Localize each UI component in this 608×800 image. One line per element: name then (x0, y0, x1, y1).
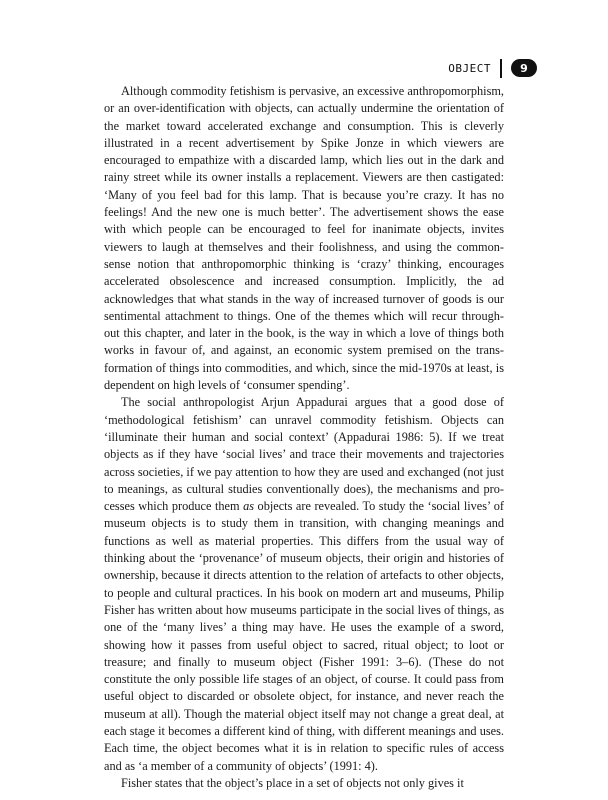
paragraph-2-part-2: objects are revealed. To study the ‘social lives’ of museum objects is to study them in transition, with changing meanings and functions as well as material properties. This differs from the usual way of thinking about the ‘provenance’ of museum objects, their origin and histories of ownership, because it directs attention to the relation of artefacts to other objects, to people and cultural practices. In his book on modern art and museums, Philip Fisher has written about how museums participate in the social lives of things, as one of the ‘many lives’ a thing may have. He uses the example of a sword, showing how it passes from useful object to sacred, ritual object; to loot or treasure; and finally to museum object (Fisher 1991: 3–6). (These do not constitute the only possible life stages of an object, of course. It could pass from useful object to discarded or obsolete object, for instance, and never reach the museum at all). Though the material object itself may not change a great deal, at each stage it becomes a different kind of thing, with different meanings and uses. Each time, the object becomes what it is in relation to specific rules of access and as ‘a member of a community of objects’ (1991: 4). (104, 499, 504, 773)
paragraph-2-part-1: The social anthropologist Arjun Appadurai argues that a good dose of ‘methodological fetishism’ can unravel commodity fetishism. Objects can ‘illuminate their human and social context’ (Appadurai 1986: 5). If we treat objects as if they have ‘social lives’ and trace their movements and trajectories across societies, if we pay attention to how they are used and exchanged (not just to meanings, as cultural studies conventionally does), the mechanisms and pro-cesses which produce them (104, 395, 504, 514)
paragraph-2 (104, 394, 504, 775)
paragraph-3: Fisher states that the object’s place in a set of objects not only gives it (121, 775, 464, 790)
running-title: OBJECT (448, 61, 491, 75)
paragraph-1: Although commodity fetishism is pervasive, an excessive anthropomorphism, or an over-identification with objects, can actually undermine the orientation of the market toward accelerated exchange and consumption. This is cleverly illustrated in a recent advertisement by Spike Jonze in which viewers are encouraged to empathize with a discarded lamp, which lies out in the dark and rainy street while its owner installs a replacement. Viewers are then castigated: ‘Many of you feel bad for this lamp. That is because you’re crazy. It has no feelings! And the new one is much better’. The advertisement shows the ease with which people can be encouraged to feel for inanimate objects, invites viewers to laugh at themselves and their foolishness, and using the common-sense notion that anthropomorphic thinking is ‘crazy’ thinking, encourages accelerated obsolescence and increased consumption. Implicitly, the ad acknowledges that what stands in the way of increased turnover of goods is our sentimental attachment to things. One of the themes which will recur through-out this chapter, and later in the book, is the way in which a love of things both works in favour of, and against, an economic system premised on the trans-formation of things into commodities, and which, since the mid-1970s at least, is dependent on high levels of ‘consumer spending’. (104, 84, 504, 393)
italic-emphasis: as (243, 499, 255, 514)
header-divider (500, 59, 502, 78)
running-head (448, 57, 537, 79)
body-text (104, 83, 504, 792)
page-number-badge: 9 (511, 59, 537, 77)
